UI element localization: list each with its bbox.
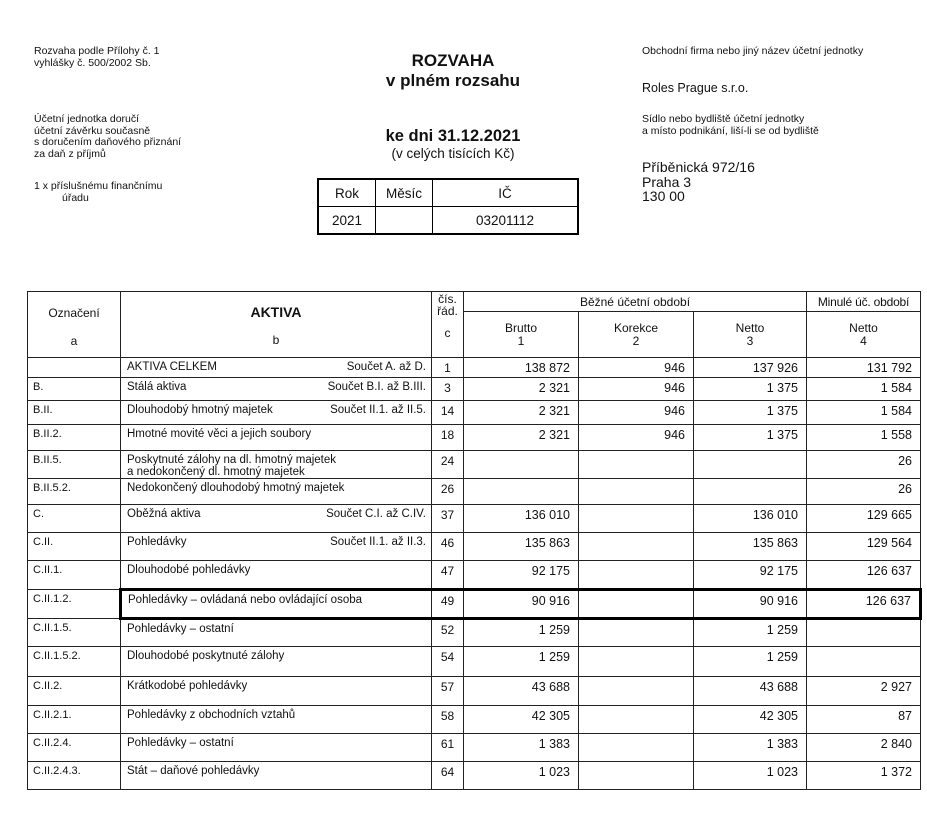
header-row-1 xyxy=(28,292,921,312)
row-description xyxy=(121,358,432,378)
table-row xyxy=(28,647,921,677)
units-note: (v celých tisících Kč) xyxy=(391,146,515,161)
table-row xyxy=(28,706,921,734)
netto-value: 90 916 xyxy=(694,590,807,619)
row-label: Pohledávky – ostatní xyxy=(127,737,234,749)
korekce-value: 946 xyxy=(579,358,694,378)
row-description xyxy=(121,401,432,425)
company-name: Roles Prague s.r.o. xyxy=(642,81,749,95)
brutto-value: 1 383 xyxy=(464,734,579,762)
row-description xyxy=(121,378,432,401)
row-sum-note: Součet A. až D. xyxy=(346,361,426,373)
row-code: C.II.2.1. xyxy=(28,706,121,734)
korekce-value xyxy=(579,590,694,619)
brutto-value: 92 175 xyxy=(464,561,579,590)
ic-value: 03201112 xyxy=(433,207,579,235)
document-title-block xyxy=(318,51,588,91)
row-label: Stálá aktiva xyxy=(127,381,187,393)
col-b-label: b xyxy=(272,333,280,347)
row-description xyxy=(121,425,432,451)
korekce-value xyxy=(579,677,694,706)
row-number: 47 xyxy=(432,561,464,590)
row-number: 64 xyxy=(432,762,464,790)
row-number: 37 xyxy=(432,505,464,533)
balance-date: ke dni 31.12.2021 xyxy=(385,127,521,145)
row-code: C.II. xyxy=(28,533,121,561)
row-number: 49 xyxy=(432,590,464,619)
prev-netto-value xyxy=(807,647,921,677)
row-number: 18 xyxy=(432,425,464,451)
row-code: C.II.2.4. xyxy=(28,734,121,762)
correction-header xyxy=(579,312,694,358)
korekce-value xyxy=(579,533,694,561)
netto-value: 1 259 xyxy=(694,647,807,677)
prev-net-col-no: 4 xyxy=(860,333,867,348)
netto-value: 1 375 xyxy=(694,401,807,425)
row-number: 57 xyxy=(432,677,464,706)
delivery-line-3: s doručením daňového přiznání xyxy=(34,136,182,148)
row-number: 24 xyxy=(432,451,464,479)
prev-netto-value: 129 665 xyxy=(807,505,921,533)
col-a-label: a xyxy=(70,334,78,348)
company-label: Obchodní firma nebo jiný název účetní jednotky xyxy=(642,45,864,57)
netto-value: 43 688 xyxy=(694,677,807,706)
balance-sheet-table xyxy=(27,291,922,790)
netto-value: 1 023 xyxy=(694,762,807,790)
prev-netto-value: 131 792 xyxy=(807,358,921,378)
brutto-value: 43 688 xyxy=(464,677,579,706)
row-label: Pohledávky z obchodních vztahů xyxy=(127,709,296,721)
table-row xyxy=(28,505,921,533)
id-box xyxy=(317,178,579,235)
row-label: Dlouhodobé poskytnuté zálohy xyxy=(127,650,285,662)
netto-value: 137 926 xyxy=(694,358,807,378)
prev-net-header xyxy=(807,312,921,358)
row-description xyxy=(121,479,432,505)
col-c-label: c xyxy=(444,326,451,340)
korekce-value xyxy=(579,734,694,762)
recipient-note xyxy=(34,181,162,204)
row-description xyxy=(121,706,432,734)
row-label: Oběžná aktiva xyxy=(127,508,201,520)
brutto-value: 2 321 xyxy=(464,425,579,451)
brutto-value: 1 259 xyxy=(464,619,579,647)
prev-netto-value: 87 xyxy=(807,706,921,734)
netto-value: 1 259 xyxy=(694,619,807,647)
row-number: 1 xyxy=(432,358,464,378)
row-code: C.II.2. xyxy=(28,677,121,706)
assets-header-label: AKTIVA xyxy=(250,304,302,320)
netto-value xyxy=(694,479,807,505)
brutto-value: 138 872 xyxy=(464,358,579,378)
netto-value: 42 305 xyxy=(694,706,807,734)
korekce-value: 946 xyxy=(579,401,694,425)
row-label: Pohledávky xyxy=(127,536,187,548)
correction-col-no: 2 xyxy=(632,333,640,348)
row-no-header xyxy=(432,292,464,358)
korekce-value xyxy=(579,619,694,647)
korekce-value: 946 xyxy=(579,378,694,401)
designation-header-label: Označení xyxy=(48,306,100,320)
previous-period-header: Minulé úč. období xyxy=(807,292,921,312)
gross-header xyxy=(464,312,579,358)
address-label xyxy=(642,114,819,137)
prev-netto-value xyxy=(807,619,921,647)
row-number: 52 xyxy=(432,619,464,647)
row-code: B. xyxy=(28,378,121,401)
row-description xyxy=(121,734,432,762)
row-label: Nedokončený dlouhodobý hmotný majetek xyxy=(127,482,345,494)
prev-netto-value: 129 564 xyxy=(807,533,921,561)
netto-value: 1 375 xyxy=(694,378,807,401)
document-title: ROZVAHA xyxy=(411,51,495,70)
brutto-value: 1 023 xyxy=(464,762,579,790)
korekce-value xyxy=(579,561,694,590)
row-code: C.II.1.2. xyxy=(28,590,121,619)
korekce-value xyxy=(579,706,694,734)
table-row xyxy=(28,619,921,647)
designation-header xyxy=(28,292,121,358)
table-row xyxy=(28,762,921,790)
table-row xyxy=(28,533,921,561)
table-row xyxy=(28,425,921,451)
month-value xyxy=(376,207,433,235)
brutto-value xyxy=(464,451,579,479)
table-row xyxy=(28,561,921,590)
ic-header: IČ xyxy=(433,179,579,207)
recipient-line-2: úřadu xyxy=(62,191,89,204)
row-number: 54 xyxy=(432,647,464,677)
row-description xyxy=(121,647,432,677)
table-row xyxy=(28,677,921,706)
table-row xyxy=(28,358,921,378)
brutto-value xyxy=(464,479,579,505)
row-no-line-1: čís. xyxy=(438,292,457,306)
prev-netto-value: 1 558 xyxy=(807,425,921,451)
korekce-value xyxy=(579,505,694,533)
address-line-1: Příběnická 972/16 xyxy=(642,159,755,175)
netto-value: 92 175 xyxy=(694,561,807,590)
row-code xyxy=(28,358,121,378)
brutto-value: 135 863 xyxy=(464,533,579,561)
row-label: Krátkodobé pohledávky xyxy=(127,680,248,692)
korekce-value xyxy=(579,647,694,677)
address-line-2: Praha 3 xyxy=(642,173,692,190)
delivery-line-1: Účetní jednotka doručí xyxy=(34,113,140,125)
net-col-no: 3 xyxy=(746,333,754,348)
year-header: Rok xyxy=(318,179,376,207)
row-label: Dlouhodobé pohledávky xyxy=(127,564,251,576)
prev-netto-value: 1 584 xyxy=(807,378,921,401)
document-subtitle: v plném rozsahu xyxy=(385,71,521,90)
row-number: 61 xyxy=(432,734,464,762)
korekce-value xyxy=(579,479,694,505)
brutto-value: 1 259 xyxy=(464,647,579,677)
prev-netto-value: 2 840 xyxy=(807,734,921,762)
prev-netto-value: 1 584 xyxy=(807,401,921,425)
current-period-header: Běžné účetní období xyxy=(464,292,807,312)
correction-label: Korekce xyxy=(613,320,659,335)
address-label-line-2: a místo podnikání, liší-li se od bydliště xyxy=(642,124,819,137)
year-value: 2021 xyxy=(318,207,376,235)
brutto-value: 136 010 xyxy=(464,505,579,533)
row-code: C. xyxy=(28,505,121,533)
row-label-line-2: a nedokončený dl. hmotný majetek xyxy=(127,466,305,478)
date-block xyxy=(318,126,588,161)
row-code: B.II.2. xyxy=(28,425,121,451)
delivery-note xyxy=(34,114,181,160)
row-description xyxy=(121,451,432,479)
row-sum-note: Součet B.I. až B.III. xyxy=(327,381,426,393)
address-label-line-1: Sídlo nebo bydliště účetní jednotky xyxy=(642,113,805,125)
recipient-line-1: 1 x příslušnému finančnímu xyxy=(34,180,163,192)
row-sum-note: Součet II.1. až II.3. xyxy=(330,536,426,548)
row-code: B.II.5.2. xyxy=(28,479,121,505)
row-label: Stát – daňové pohledávky xyxy=(127,765,260,777)
netto-value xyxy=(694,451,807,479)
row-number: 46 xyxy=(432,533,464,561)
korekce-value xyxy=(579,762,694,790)
row-code: C.II.2.4.3. xyxy=(28,762,121,790)
row-label: AKTIVA CELKEM xyxy=(127,361,217,373)
regulation-note xyxy=(34,46,160,69)
netto-value: 1 383 xyxy=(694,734,807,762)
row-code: C.II.1.5.2. xyxy=(28,647,121,677)
table-row xyxy=(28,401,921,425)
table-row xyxy=(28,378,921,401)
delivery-line-4: za daň z příjmů xyxy=(34,147,106,160)
row-number: 26 xyxy=(432,479,464,505)
regulation-line-2: vyhlášky č. 500/2002 Sb. xyxy=(34,56,151,69)
row-sum-note: Součet C.I. až C.IV. xyxy=(326,508,426,520)
row-description xyxy=(121,505,432,533)
prev-netto-value: 26 xyxy=(807,479,921,505)
address-line-3: 130 00 xyxy=(642,188,685,204)
table-row xyxy=(28,479,921,505)
gross-col-no: 1 xyxy=(517,333,525,348)
row-description xyxy=(121,619,432,647)
korekce-value: 946 xyxy=(579,425,694,451)
row-description xyxy=(121,590,432,619)
brutto-value: 42 305 xyxy=(464,706,579,734)
row-label: Pohledávky – ovládaná nebo ovládající osoba xyxy=(128,594,363,606)
prev-netto-value: 26 xyxy=(807,451,921,479)
table-row xyxy=(28,451,921,479)
brutto-value: 90 916 xyxy=(464,590,579,619)
row-number: 58 xyxy=(432,706,464,734)
table-row xyxy=(28,734,921,762)
month-header: Měsíc xyxy=(376,179,433,207)
row-label: Hmotné movité věci a jejich soubory xyxy=(127,428,312,440)
netto-value: 136 010 xyxy=(694,505,807,533)
assets-header xyxy=(121,292,432,358)
prev-net-label: Netto xyxy=(849,320,878,335)
net-label: Netto xyxy=(735,320,765,335)
row-number: 3 xyxy=(432,378,464,401)
row-description xyxy=(121,762,432,790)
delivery-line-2: účetní závěrku současně xyxy=(34,124,151,137)
gross-label: Brutto xyxy=(504,320,537,335)
row-label: Poskytnuté zálohy na dl. hmotný majetek xyxy=(127,454,337,466)
row-sum-note: Součet II.1. až II.5. xyxy=(330,404,426,416)
row-description xyxy=(121,677,432,706)
row-code: C.II.1. xyxy=(28,561,121,590)
net-header xyxy=(694,312,807,358)
row-code: B.II. xyxy=(28,401,121,425)
row-number: 14 xyxy=(432,401,464,425)
row-code: B.II.5. xyxy=(28,451,121,479)
address xyxy=(642,160,755,204)
prev-netto-value: 126 637 xyxy=(807,590,921,619)
netto-value: 1 375 xyxy=(694,425,807,451)
prev-netto-value: 2 927 xyxy=(807,677,921,706)
table-row xyxy=(28,590,921,619)
row-code: C.II.1.5. xyxy=(28,619,121,647)
korekce-value xyxy=(579,451,694,479)
regulation-line-1: Rozvaha podle Přílohy č. 1 xyxy=(34,45,160,57)
brutto-value: 2 321 xyxy=(464,378,579,401)
row-no-line-2: řád. xyxy=(437,304,458,318)
prev-netto-value: 1 372 xyxy=(807,762,921,790)
row-label: Dlouhodobý hmotný majetek xyxy=(127,404,273,416)
row-label: Pohledávky – ostatní xyxy=(127,623,234,635)
row-description xyxy=(121,561,432,590)
netto-value: 135 863 xyxy=(694,533,807,561)
prev-netto-value: 126 637 xyxy=(807,561,921,590)
row-description xyxy=(121,533,432,561)
brutto-value: 2 321 xyxy=(464,401,579,425)
